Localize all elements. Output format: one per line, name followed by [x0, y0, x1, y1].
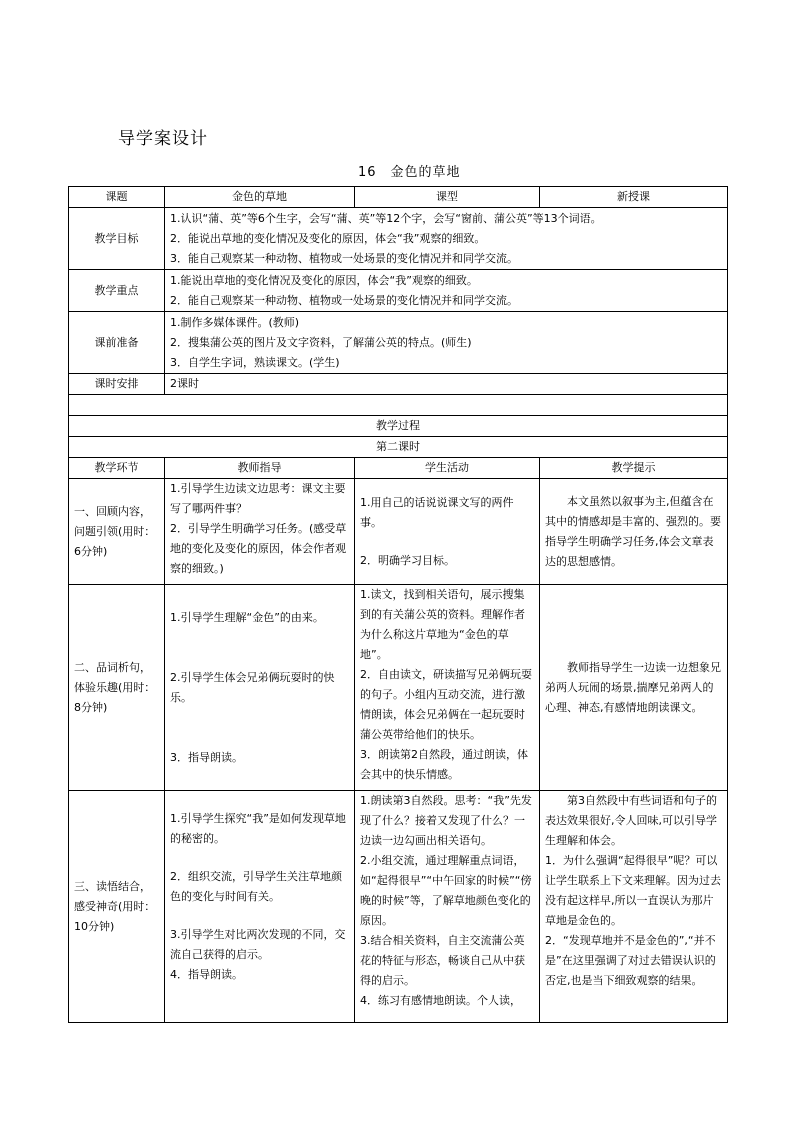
type-value: 新授课: [540, 187, 728, 208]
schedule-value: 2课时: [165, 374, 728, 395]
period-title: 第二课时: [69, 437, 728, 458]
student-item: 3．朗读第2自然段，通过朗读，体会其中的快乐情感。: [360, 748, 528, 781]
teacher-item: 2．组织交流，引导学生关注草地颜色的变化与时间有关。: [170, 870, 342, 903]
objective-item: 2．能说出草地的变化情况及变化的原因，体会“我”观察的细致。: [170, 231, 486, 245]
lesson-title: 16 金色的草地: [358, 165, 461, 180]
student-item: 1.朗读第3自然段。思考：“我”先发现了什么？接着又发现了什么？一边读一边勾画出相关语句。: [360, 794, 532, 847]
teacher-item: 3.引导学生对比两次发现的不同，交流自己获得的启示。: [170, 928, 346, 961]
tip-text: 教师指导学生一边读一边想象兄弟两人玩闹的场景,揣摩兄弟两人的心理、神态,有感情地朗读课文。: [545, 660, 721, 714]
period-title-row: [69, 437, 728, 458]
stage-row-1: [69, 479, 728, 585]
teacher-guidance: [165, 479, 355, 585]
process-title-row: [69, 416, 728, 437]
teaching-tips: [540, 791, 728, 1023]
teacher-item: 2.引导学生体会兄弟俩玩耍时的快乐。: [170, 670, 335, 704]
stage-row-2: [69, 585, 728, 791]
document-heading: 导学案设计: [118, 129, 208, 149]
objective-item: 3．能自己观察某一种动物、植物或一处场景的变化情况并和同学交流。: [170, 251, 518, 265]
process-title: 教学过程: [69, 416, 728, 437]
teacher-item: 2．引导学生明确学习任务。(感受草地的变化及变化的原因，体会作者观察的细致。): [170, 522, 347, 575]
schedule-label: 课时安排: [69, 374, 165, 395]
tip-text: 本文虽然以叙事为主,但蕴含在其中的情感却是丰富的、强烈的。要指导学生明确学习任务,体会文章表达的思想感情。: [545, 494, 721, 568]
tip-text: 第3自然段中有些词语和句子的表达效果很好,令人回味,可以引导学生理解和体会。: [545, 794, 717, 847]
student-activity: [355, 585, 540, 791]
student-item: 2.小组交流，通过理解重点词语，如“起得很早”“中午回家的时候”“傍晚的时候”等，了解草地颜色变化的原因。: [360, 854, 532, 927]
spacer-cell: [69, 395, 728, 416]
preparation-item: 3．自学生字词，熟读课文。(学生): [170, 355, 340, 369]
lesson-plan-table: [68, 186, 728, 1023]
column-header-stage: 教学环节: [69, 458, 165, 479]
preparation-item: 1.制作多媒体课件。(教师): [170, 315, 300, 329]
stage-name: 三、读悟结合，感受神奇(用时：10分钟): [69, 791, 165, 1023]
student-item: 2．明确学习目标。: [360, 553, 455, 567]
student-activity: [355, 479, 540, 585]
key-point-item: 1.能说出草地的变化情况及变化的原因，体会“我”观察的细致。: [170, 273, 478, 287]
schedule-row: [69, 374, 728, 395]
stage-row-3: [69, 791, 728, 1023]
student-item: 1.读文，找到相关语句，展示搜集到的有关蒲公英的资料。理解作者为什么称这片草地为“金色的草地”。: [360, 588, 525, 661]
student-item: 3.结合相关资料，自主交流蒲公英花的特征与形态，畅谈自己从中获得的启示。: [360, 934, 525, 987]
teaching-tips: [540, 479, 728, 585]
key-point-item: 2．能自己观察某一种动物、植物或一处场景的变化情况并和同学交流。: [170, 293, 518, 307]
teacher-item: 3．指导朗读。: [170, 750, 243, 764]
preparation-label: 课前准备: [69, 312, 165, 374]
topic-label: 课题: [69, 187, 165, 208]
student-item: 2．自由读文，研读描写兄弟俩玩耍的句子。小组内互动交流，进行激情朗读，体会兄弟俩在一起玩耍时蒲公英带给他们的快乐。: [360, 668, 532, 741]
teaching-tips: [540, 585, 728, 791]
teacher-item: 4．指导朗读。: [170, 968, 243, 981]
column-header-teacher: 教师指导: [165, 458, 355, 479]
teacher-item: 1.引导学生探究“我”是如何发现草地的秘密的。: [170, 812, 346, 845]
preparation-row: [69, 312, 728, 374]
column-header-row: [69, 458, 728, 479]
objectives-label: 教学目标: [69, 208, 165, 270]
type-label: 课型: [355, 187, 540, 208]
student-item: 1.用自己的话说说课文写的两件事。: [360, 495, 514, 529]
spacer-row: [69, 395, 728, 416]
key-points-content: [165, 270, 728, 312]
stage-name: 一、回顾内容，问题引领(用时：6分钟): [69, 479, 165, 585]
objective-item: 1.认识“蒲、英”等6个生字，会写“蒲、英”等12个字，会写“窗前、蒲公英”等13个词语。: [170, 211, 602, 225]
objectives-content: [165, 208, 728, 270]
preparation-content: [165, 312, 728, 374]
student-item: 4．练习有感情地朗读。个人读，: [360, 994, 521, 1007]
teacher-item: 1.引导学生理解“金色”的由来。: [170, 610, 324, 624]
objectives-row: [69, 208, 728, 270]
student-activity: [355, 791, 540, 1023]
teacher-guidance: [165, 585, 355, 791]
teacher-item: 1.引导学生边读文边思考：课文主要写了哪两件事？: [170, 482, 346, 515]
column-header-student: 学生活动: [355, 458, 540, 479]
tip-text: 2．“发现草地并不是金色的”,“并不是”在这里强调了对过去错误认识的否定,也是当下细致观察的结果。: [545, 934, 716, 987]
key-points-label: 教学重点: [69, 270, 165, 312]
topic-value: 金色的草地: [165, 187, 355, 208]
preparation-item: 2．搜集蒲公英的图片及文字资料，了解蒲公英的特点。(师生): [170, 335, 472, 349]
column-header-tips: 教学提示: [540, 458, 728, 479]
stage-name: 二、品词析句，体验乐趣(用时：8分钟): [69, 585, 165, 791]
key-points-row: [69, 270, 728, 312]
info-row: [69, 187, 728, 208]
teacher-guidance: [165, 791, 355, 1023]
tip-text: 1．为什么强调“起得很早”呢？可以让学生联系上下文来理解。因为过去没有起这样早,所以一直误认为那片草地是金色的。: [545, 854, 721, 927]
